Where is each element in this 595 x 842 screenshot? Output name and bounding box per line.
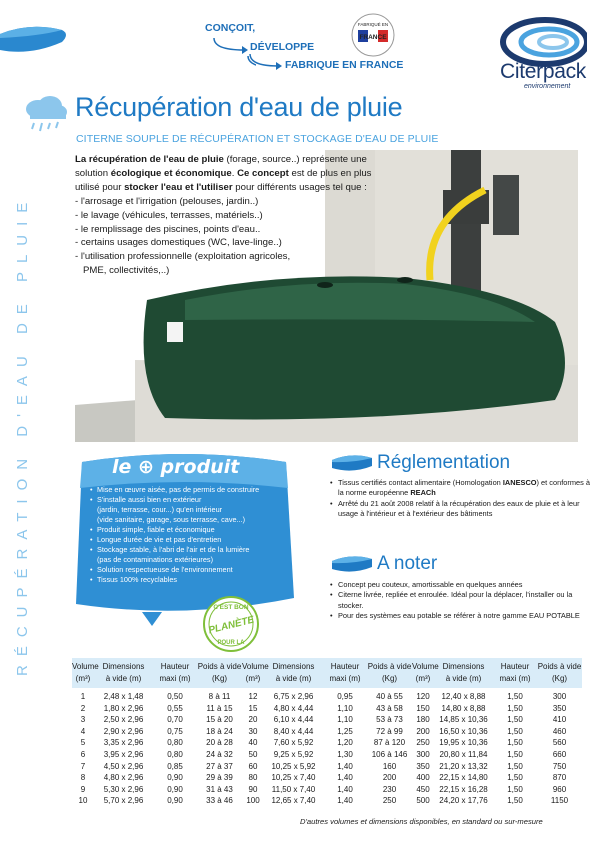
table-cell: 230 <box>382 784 397 794</box>
table-header <box>72 658 242 688</box>
table-cell: 16,50 x 10,36 <box>439 726 488 736</box>
table-cell: 870 <box>552 773 567 783</box>
table-cell: 3,35 x 2,96 <box>103 738 144 748</box>
table-cell: 0,75 <box>167 726 183 736</box>
table-cell: 150 <box>416 703 430 713</box>
table-cell: 300 <box>416 750 430 759</box>
table-cell: 1,50 <box>507 703 523 713</box>
noter-title: A noter <box>377 553 438 574</box>
table-cell: 14,85 x 10,36 <box>439 715 488 725</box>
intro-bold-4: stocker l'eau et l'utiliser <box>124 181 233 193</box>
table-header-cell: Volume (m³) <box>72 662 99 683</box>
table-row <box>72 795 242 806</box>
table-cell: 1,50 <box>507 726 523 736</box>
table-cell: 6,10 x 4,44 <box>273 715 314 725</box>
table-cell: 960 <box>552 784 567 794</box>
table-cell: 7 <box>80 761 86 771</box>
table-cell: 8 à 11 <box>208 692 231 701</box>
table-cell: 6 <box>80 750 86 759</box>
made-in-france-badge <box>350 12 396 58</box>
table-row <box>242 761 412 772</box>
intro-list-item: - certains usages domestiques (WC, lave-linge..) <box>75 237 282 249</box>
table-cell: 24 à 32 <box>206 750 233 759</box>
table-header-cell: Poids à vide (Kg) <box>367 662 412 683</box>
table-cell: 106 à 146 <box>371 750 408 759</box>
table-row <box>72 761 242 772</box>
table-cell: 180 <box>416 715 430 725</box>
table-header-cell: Dimensions à vide (m) <box>442 662 485 683</box>
table-cell: 30 <box>248 726 258 736</box>
table-cell: 5,30 x 2,96 <box>103 784 144 794</box>
size-table <box>412 658 582 810</box>
table-cell: 0,95 <box>337 692 353 701</box>
table-cell: 410 <box>552 715 567 725</box>
table-row <box>242 784 412 795</box>
noter-item: • Pour des systèmes eau potable se référer à notre gamme EAU POTABLE <box>330 611 592 621</box>
table-cell: 400 <box>416 773 430 783</box>
tagline-line-2: DÉVELOPPE <box>250 41 315 53</box>
table-header-cell: Hauteur maxi (m) <box>499 662 531 683</box>
table-header-cell: Hauteur maxi (m) <box>329 662 361 683</box>
page-title: Récupération d'eau de pluie <box>75 92 403 122</box>
table-header-cell: Poids à vide (Kg) <box>197 662 242 683</box>
table-row <box>72 726 242 737</box>
table-cell: 14,80 x 8,88 <box>441 703 486 713</box>
table-cell: 43 à 58 <box>376 703 403 713</box>
table-cell: 250 <box>382 796 397 806</box>
produit-item: (pas de contaminations extérieures) <box>97 555 213 564</box>
reglementation-text: ) et conformes à la norme européenne <box>338 478 590 498</box>
reglementation-item <box>330 478 592 499</box>
table-cell: 5,70 x 2,96 <box>103 796 144 806</box>
table-cell: 11 à 15 <box>206 703 233 713</box>
table-row <box>412 749 582 760</box>
table-cell: 660 <box>552 750 567 759</box>
footnote: D'autres volumes et dimensions disponibles, en standard ou sur-mesure <box>300 817 543 826</box>
table-cell: 10 <box>78 796 88 806</box>
table-cell: 40 à 55 <box>376 692 403 701</box>
table-cell: 8,40 x 4,44 <box>273 726 314 736</box>
table-cell: 87 à 120 <box>373 738 406 748</box>
table-cell: 1,80 x 2,96 <box>103 703 144 713</box>
table-cell: 4,80 x 4,44 <box>273 703 314 713</box>
table-row <box>412 726 582 737</box>
dimensions-table <box>72 658 584 810</box>
intro-list-item: - le remplissage des piscines, points d'eau.. <box>75 223 261 235</box>
table-cell: 1,50 <box>507 738 523 748</box>
table-header-cell: Dimensions à vide (m) <box>102 662 145 683</box>
table-cell: 200 <box>416 726 430 736</box>
table-row <box>412 714 582 725</box>
table-cell: 2,48 x 1,48 <box>103 692 144 701</box>
table-cell: 2,50 x 2,96 <box>103 715 144 725</box>
intro-bold-2: écologique et économique <box>110 167 232 179</box>
table-cell: 2 <box>80 703 86 713</box>
table-row <box>412 703 582 714</box>
produit-item: (jardin, terrasse, cour...) qu'en intérieur <box>97 505 223 514</box>
table-cell: 1,50 <box>507 692 523 701</box>
reglementation-text: Arrêté du 21 août 2008 relatif à la récupération des eaux de pluie et à leur usage à l'intérieur et à l'extérieur des bâtiments <box>338 498 580 519</box>
table-header <box>412 658 582 688</box>
table-cell: 200 <box>382 773 397 783</box>
table-cell: 350 <box>552 703 567 713</box>
table-cell: 1150 <box>550 796 569 806</box>
table-cell: 9,25 x 5,92 <box>273 750 314 759</box>
table-cell: 40 <box>248 738 258 748</box>
table-cell: 460 <box>552 726 567 736</box>
table-row <box>412 784 582 795</box>
stamp-top-text: C'EST BON <box>213 604 249 611</box>
table-cell: 750 <box>552 761 567 771</box>
intro-text-2: est de plus en plus utilisé pour <box>75 167 372 193</box>
table-header-cell: Volume (m³) <box>412 662 439 683</box>
table-header-cell: Volume (m³) <box>242 662 269 683</box>
table-row <box>72 784 242 795</box>
table-cell: 0,50 <box>167 692 183 701</box>
produit-item: (vide sanitaire, garage, sous terrasse, cave...) <box>97 515 246 524</box>
noter-item: • Concept peu couteux, amortissable en quelques années <box>330 580 592 590</box>
table-cell: 4,50 x 2,96 <box>103 761 144 771</box>
table-row <box>242 795 412 806</box>
intro-paragraph <box>75 153 375 278</box>
table-row <box>72 714 242 725</box>
table-cell: 1,50 <box>507 773 523 783</box>
table-row <box>412 761 582 772</box>
reglementation-bold: IANESCO <box>502 478 537 487</box>
table-cell: 0,80 <box>167 738 183 748</box>
table-row <box>242 714 412 725</box>
tagline-line-1: CONÇOIT, <box>205 22 256 34</box>
table-cell: 160 <box>382 761 397 771</box>
table-cell: 8 <box>80 773 86 783</box>
intro-list-item: - l'utilisation professionnelle (exploitation agricoles, <box>75 251 291 263</box>
logo-name: Citerpack <box>500 60 586 83</box>
intro-bold-3: Ce concept <box>237 167 289 179</box>
intro-text-mid: . <box>231 167 238 179</box>
table-cell: 31 à 43 <box>206 784 233 794</box>
table-cell: 1,50 <box>507 715 523 725</box>
table-cell: 12,40 x 8,88 <box>441 692 486 701</box>
noter-list <box>330 580 592 622</box>
intro-list-item: - l'arrosage et l'irrigation (pelouses, jardin..) <box>75 195 259 207</box>
page-subtitle: CITERNE SOUPLE DE RÉCUPÉRATION ET STOCKAGE D'EAU DE PLUIE <box>76 133 439 145</box>
table-cell: 5 <box>80 738 86 748</box>
produit-item: • Mise en œuvre aisée, pas de permis de construire <box>90 485 295 495</box>
size-table <box>72 658 242 810</box>
table-cell: 1 <box>80 692 86 701</box>
table-cell: 1,10 <box>337 703 353 713</box>
reglementation-item <box>330 499 592 520</box>
table-cell: 4,80 x 2,96 <box>103 773 144 783</box>
table-cell: 100 <box>246 796 260 806</box>
arrow-icon-2 <box>248 52 288 76</box>
side-vertical-title: RÉCUPÉRATION D'EAU DE PLUIE <box>14 193 31 677</box>
table-cell: 12,65 x 7,40 <box>271 796 316 806</box>
intro-bold-1: La récupération de l'eau de pluie <box>75 154 224 165</box>
table-cell: 10,25 x 5,92 <box>271 761 316 771</box>
table-cell: 72 à 99 <box>376 726 403 736</box>
table-cell: 22,15 x 16,28 <box>439 784 488 794</box>
table-cell: 1,50 <box>507 761 523 771</box>
table-cell: 21,20 x 13,32 <box>439 761 488 771</box>
table-header-cell: Poids à vide (Kg) <box>537 662 582 683</box>
table-row <box>242 772 412 783</box>
table-cell: 1,40 <box>337 773 353 783</box>
noter-item: • Citerne livrée, repliée et enroulée. Idéal pour la déplacer, l'installer ou la stocker. <box>330 590 592 611</box>
produit-item: • Longue durée de vie et pas d'entretien <box>90 535 295 545</box>
table-header <box>242 658 412 688</box>
table-cell: 9 <box>80 784 86 794</box>
table-cell: 29 à 39 <box>206 773 233 783</box>
table-cell: 60 <box>248 761 258 771</box>
tagline-line-3: FABRIQUE EN FRANCE <box>285 59 404 71</box>
produit-item: • Tissus 100% recyclables <box>90 575 295 585</box>
table-cell: 0,90 <box>167 784 183 794</box>
table-cell: 0,90 <box>167 773 183 783</box>
stamp-bottom-text: POUR LA <box>217 640 245 646</box>
table-cell: 19,95 x 10,36 <box>439 738 488 748</box>
table-row <box>412 795 582 806</box>
table-row <box>72 691 242 702</box>
france-badge-bottom-text: FRANCE <box>359 34 387 41</box>
table-cell: 50 <box>248 750 258 759</box>
table-cell: 18 à 24 <box>206 726 233 736</box>
table-cell: 1,25 <box>337 726 353 736</box>
table-header-cell: Hauteur maxi (m) <box>159 662 191 683</box>
stamp-mid-text: PLANÈTE <box>207 614 256 637</box>
table-cell: 250 <box>416 738 430 748</box>
table-cell: 53 à 73 <box>376 715 403 725</box>
cushion-icon <box>0 20 70 60</box>
table-cell: 33 à 46 <box>206 796 233 806</box>
table-cell: 15 <box>248 703 258 713</box>
table-cell: 1,50 <box>507 750 523 759</box>
intro-list-item: PME, collectivités,..) <box>83 265 170 277</box>
table-row <box>242 737 412 748</box>
table-cell: 350 <box>416 761 430 771</box>
table-cell: 1,30 <box>337 750 353 759</box>
table-cell: 24,20 x 17,76 <box>439 796 488 806</box>
table-row <box>72 772 242 783</box>
table-cell: 7,60 x 5,92 <box>273 738 314 748</box>
produit-list <box>90 485 295 585</box>
table-row <box>72 749 242 760</box>
table-header-cell: Dimensions à vide (m) <box>272 662 315 683</box>
table-row <box>242 749 412 760</box>
table-cell: 0,80 <box>167 750 183 759</box>
table-cell: 0,90 <box>167 796 183 806</box>
table-cell: 11,50 x 7,40 <box>271 784 316 794</box>
table-cell: 20 à 28 <box>206 738 233 748</box>
table-cell: 1,20 <box>337 738 353 748</box>
table-cell: 560 <box>552 738 567 748</box>
logo-subtitle: environnement <box>524 83 571 90</box>
planet-stamp-icon <box>195 592 267 656</box>
table-cell: 1,40 <box>337 761 353 771</box>
table-cell: 90 <box>248 784 258 794</box>
rain-cloud-icon <box>20 95 70 135</box>
intro-text-3: pour différents usages tel que : <box>232 181 367 193</box>
table-row <box>412 737 582 748</box>
intro-text-1: (forage, source..) représente une solution <box>75 154 367 179</box>
table-cell: 4 <box>80 726 86 736</box>
produit-item: • Solution respectueuse de l'environnement <box>90 565 295 575</box>
table-cell: 15 à 20 <box>206 715 233 725</box>
table-row <box>412 772 582 783</box>
reglementation-title: Réglementation <box>377 452 511 473</box>
table-cell: 120 <box>416 692 430 701</box>
reglementation-text: Tissus certifiés contact alimentaire (Homologation <box>338 478 503 487</box>
table-cell: 10,25 x 7,40 <box>271 773 316 783</box>
table-cell: 1,40 <box>337 784 353 794</box>
table-cell: 20 <box>248 715 258 725</box>
table-cell: 1,50 <box>507 784 523 794</box>
size-table <box>242 658 412 810</box>
cushion-icon <box>330 452 374 474</box>
table-cell: 27 à 37 <box>206 761 233 771</box>
table-row <box>412 691 582 702</box>
table-row <box>242 691 412 702</box>
table-row <box>242 703 412 714</box>
table-cell: 20,80 x 11,84 <box>439 750 488 759</box>
table-cell: 500 <box>416 796 430 806</box>
intro-list-item: - le lavage (véhicules, terrasses, matériels..) <box>75 209 263 221</box>
table-cell: 1,40 <box>337 796 353 806</box>
table-cell: 6,75 x 2,96 <box>273 692 314 701</box>
table-cell: 0,85 <box>167 761 183 771</box>
table-row <box>72 703 242 714</box>
table-cell: 0,55 <box>167 703 183 713</box>
cushion-icon <box>330 553 374 575</box>
table-row <box>242 726 412 737</box>
table-cell: 450 <box>416 784 430 794</box>
reglementation-list <box>330 478 592 520</box>
produit-item: • S'installe aussi bien en extérieur <box>90 495 295 505</box>
table-cell: 300 <box>552 692 567 701</box>
table-cell: 2,90 x 2,96 <box>103 726 144 736</box>
table-cell: 1,10 <box>337 715 353 725</box>
france-badge-top-text: FABRIQUÉ EN <box>357 22 389 27</box>
table-cell: 3 <box>80 715 86 725</box>
table-cell: 12 <box>248 692 258 701</box>
table-cell: 22,15 x 14,80 <box>439 773 488 783</box>
produit-title: le ⊕ produit <box>112 456 240 478</box>
table-row <box>72 737 242 748</box>
table-cell: 0,70 <box>167 715 183 725</box>
table-cell: 1,50 <box>507 796 523 806</box>
produit-item: • Stockage stable, à l'abri de l'air et de la lumière <box>90 545 295 555</box>
reglementation-bold: REACh <box>410 488 436 498</box>
table-cell: 3,95 x 2,96 <box>103 750 144 759</box>
produit-item: • Produit simple, fiable et économique <box>90 525 295 535</box>
table-cell: 80 <box>248 773 258 783</box>
